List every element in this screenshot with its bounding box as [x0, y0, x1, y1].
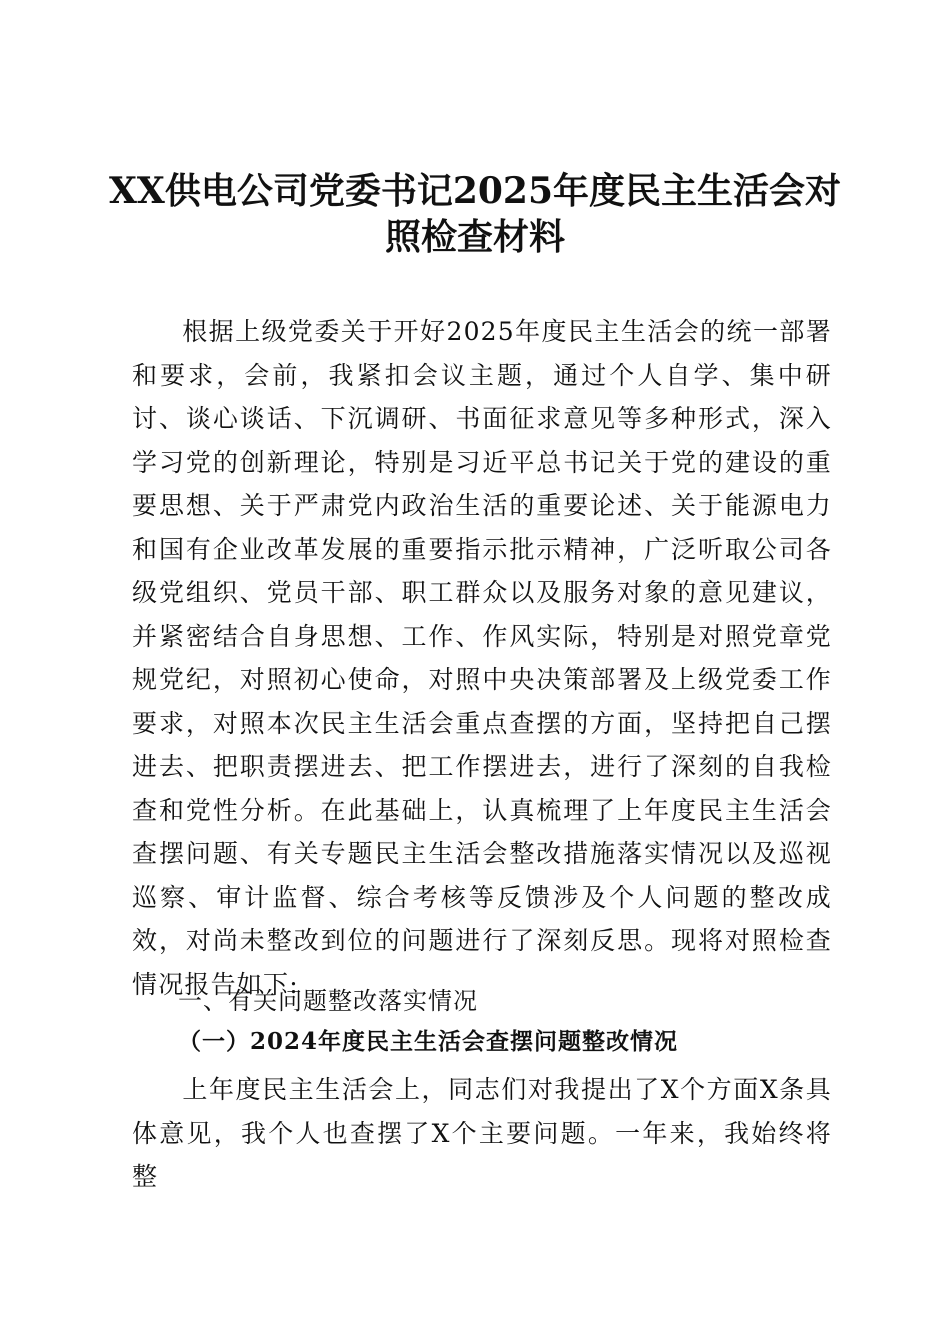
section-heading-1: 一、有关问题整改落实情况 — [178, 987, 478, 1015]
body-paragraph-2 — [132, 1068, 832, 1199]
subsection-heading-1: （一）2024年度民主生活会查摆问题整改情况 — [178, 1028, 679, 1055]
intro-paragraph-text: 根据上级党委关于开好2025年度民主生活会的统一部署和要求，会前，我紧扣会议主题，通过个人自学、集中研讨、谈心谈话、下沉调研、书面征求意见等多种形式，深入学习党的创新理论，特别是习近平总书记关于党的建设的重要思想、关于严肃党内政治生活的重要论述、关于能源电力和国有企业改革发展的重要指示批示精神，广泛听取公司各级党组织、党员干部、职工群众以及服务对象的意见建议，并紧密结合自身思想、工作、作风实际，特别是对照党章党规党纪，对照初心使命，对照中央决策部署及上级党委工作要求，对照本次民主生活会重点查摆的方面，坚持把自己摆进去、把职责摆进去、把工作摆进去，进行了深刻的自我检查和党性分析。在此基础上，认真梳理了上年度民主生活会查摆问题、有关专题民主生活会整改措施落实情况以及巡视巡察、审计监督、综合考核等反馈涉及个人问题的整改成效，对尚未整改到位的问题进行了深刻反思。现将对照检查情况报告如下: — [132, 317, 832, 999]
document-title — [100, 168, 850, 260]
intro-paragraph — [132, 310, 832, 1006]
title-line-2: 照检查材料 — [384, 216, 565, 258]
body-paragraph-2-text: 上年度民主生活会上，同志们对我提出了X个方面X条具体意见，我个人也查摆了X个主要问题。一年来，我始终将整 — [132, 1075, 832, 1191]
title-line-1: XX供电公司党委书记2025年度民主生活会对 — [108, 170, 842, 212]
